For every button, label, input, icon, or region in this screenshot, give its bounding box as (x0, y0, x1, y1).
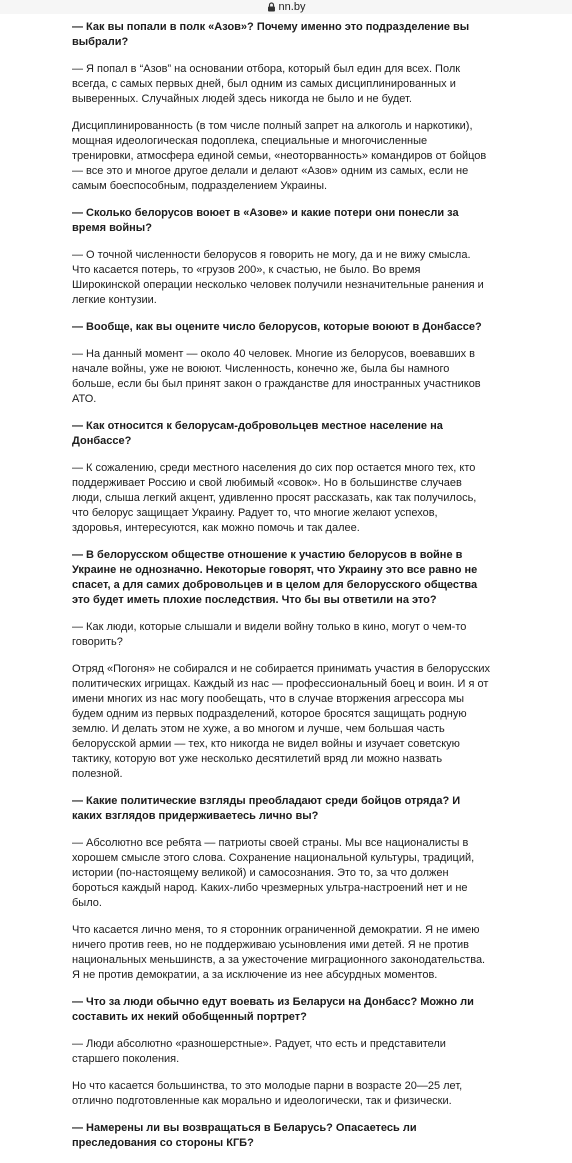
interview-answer: — Я попал в “Азов” на основании отбора, который был един для всех. Полк всегда, с самых первых дней, был одним из самых дисциплинированных и выверенных. Случайных людей здесь никогда не было и не будет. (72, 63, 461, 105)
interview-answer: Что касается лично меня, то я сторонник ограниченной демократии. Я не имею ничего против геев, но не поддерживаю усыновления ими детей. Я не против национальных меньшинств, а за ужесточение миграционного законодательства. Я не против демократии, а за исключение из нее абсурдных моментов. (72, 924, 486, 981)
interview-answer: — Абсолютно все ребята — патриоты своей страны. Мы все националисты в хорошем смысле этого слова. Сохранение национальной культуры, традиций, истории (по-настоящему великой) и самосознания. Это то, за что должен бороться каждый народ. Каких-либо чрезмерных ультра-настроений нет и не было. (72, 837, 475, 909)
interview-answer: — На данный момент — около 40 человек. Многие из белорусов, воевавших в начале войны, уже не воюют. Численность, конечно же, была бы намного больше, если бы был принят закон о гражданстве для иностранных участников АТО. (72, 348, 481, 405)
url-display[interactable] (267, 1, 306, 13)
browser-address-bar[interactable] (0, 0, 572, 14)
interview-question: — Вообще, как вы оцените число белорусов, которые воюют в Донбассе? (72, 321, 482, 333)
lock-icon (267, 2, 276, 12)
interview-answer: Отряд «Погоня» не собирался и не собирается принимать участия в белорусских политических игрищах. Каждый из нас — профессиональный боец и воин. И я от имени многих из нас могу пообещать, что в случае вторжения агрессора мы будем одним из первых подразделений, которое бросятся защищать родную землю. И делать этом не хуже, а во многом и лучше, чем большая часть белорусской армии — тех, кто никогда не видел войны и изучает советскую тактику, которую вот уже несколько десятилетий вряд ли можно назвать полезной. (72, 663, 490, 780)
article-body (72, 20, 490, 1163)
interview-question: — Как относится к белорусам-добровольцев местное население на Донбассе? (72, 420, 443, 447)
interview-question: — Какие политические взгляды преобладают среди бойцов отряда? И каких взглядов придерживаетесь лично вы? (72, 795, 461, 822)
interview-answer: — Как люди, которые слышали и видели войну только в кино, могут о чем-то говорить? (72, 621, 467, 648)
interview-question: — Как вы попали в полк «Азов»? Почему именно это подразделение вы выбрали? (72, 21, 470, 48)
interview-question: — Сколько белорусов воюет в «Азове» и какие потери они понесли за время войны? (72, 207, 459, 234)
interview-answer: — К сожалению, среди местного населения до сих пор остается много тех, кто поддерживает Россию и свой любимый «совок». Но в большинстве случаев люди, слыша легкий акцент, удивленно просят рассказать, как так получилось, что белорус защищает Украину. Радует то, что многие желают успехов, здоровья, интересуются, как можно помочь и так далее. (72, 462, 477, 534)
interview-answer: — О точной численности белорусов я говорить не могу, да и не вижу смысла. Что касается потерь, то «грузов 200», к счастью, не было. Во время Широкинской операции несколько человек получили незначительные ранения и легкие контузии. (72, 249, 484, 306)
interview-answer: — Люди абсолютно «разношерстные». Радует, что есть и представители старшего поколения. (72, 1038, 446, 1065)
interview-question: — Что за люди обычно едут воевать из Беларуси на Донбасс? Можно ли составить их некий обобщенный портрет? (72, 996, 474, 1023)
interview-answer: Дисциплинированность (в том числе полный запрет на алкоголь и наркотики), мощная идеологическая подоплека, специальные и многочисленные тренировки, атмосфера единой семьи, «неоторванность» командиров от бойцов — все это и многое другое делали и делают «Азов» одним из самых, если не самым боеспособным, подразделением Украины. (72, 120, 487, 192)
interview-question: — Намерены ли вы возвращаться в Беларусь? Опасаетесь ли преследования со стороны КГБ? (72, 1122, 417, 1149)
interview-question: — В белорусском обществе отношение к участию белорусов в войне в Украине не однозначно. Некоторые говорят, что Украину это все равно не спасет, а для самих добровольцев и в целом для белорусского общества это будет иметь плохие последствия. Что бы вы ответили на это? (72, 549, 478, 606)
url-text: nn.by (278, 1, 306, 13)
interview-answer: Но что касается большинства, то это молодые парни в возрасте 20—25 лет, отлично подготовленные как морально и идеологически, так и физически. (72, 1080, 463, 1107)
